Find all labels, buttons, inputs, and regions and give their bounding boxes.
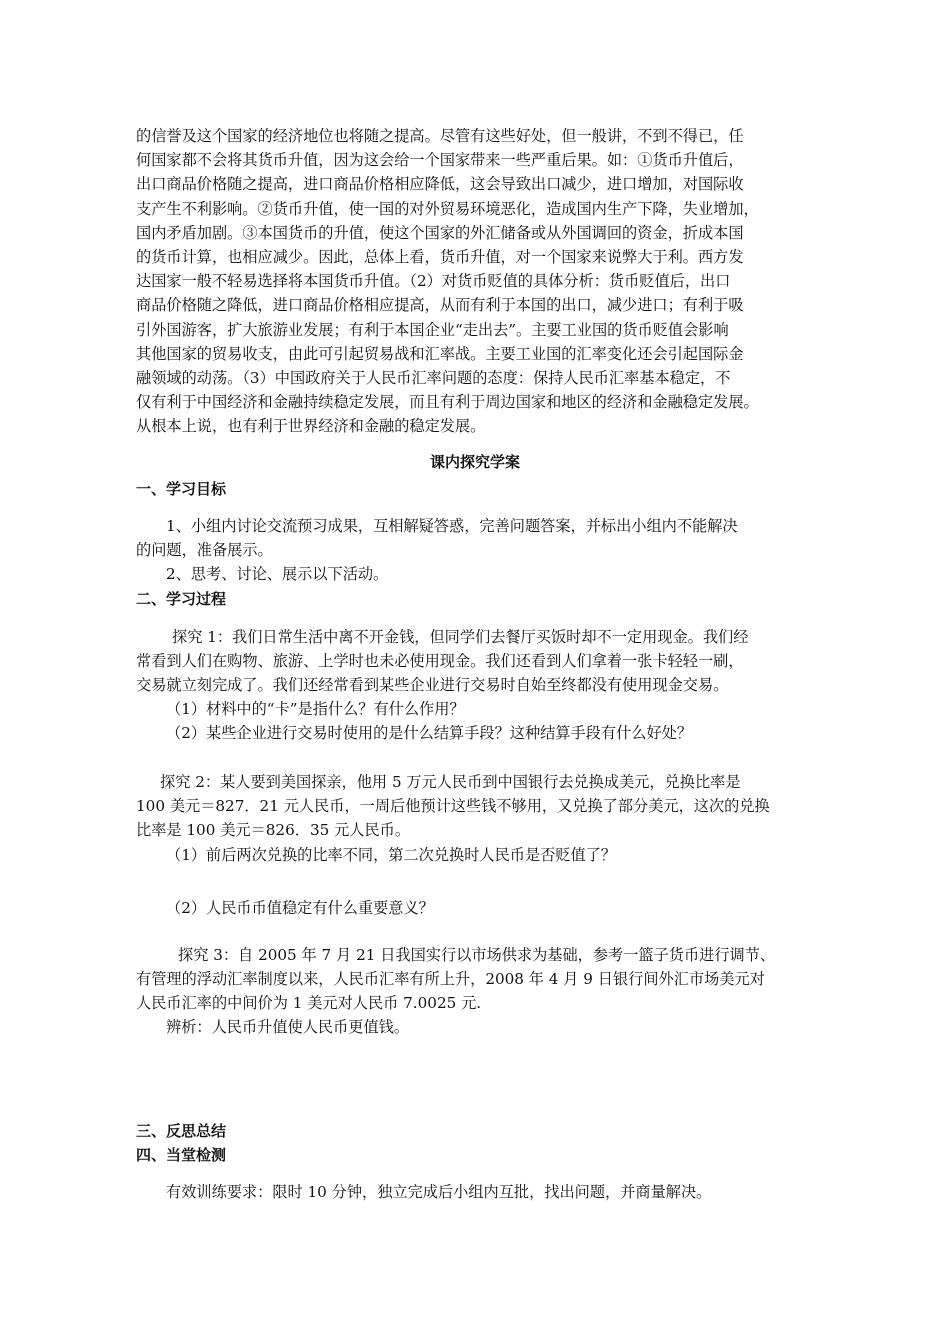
goal-item-1-cont: 的问题，准备展示。: [136, 541, 273, 559]
intro-line: 达国家一般不轻易选择将本国货币升值。（2）对货币贬值的具体分析：货币贬值后，出口: [136, 272, 731, 291]
section-heading-test: 四、当堂检测: [136, 1146, 227, 1164]
intro-line: 出口商品价格随之提高，进口商品价格相应降低，这会导致出口减少，进口增加，对国际收: [136, 175, 744, 194]
explore1-line: 常看到人们在购物、旅游、上学时也未必使用现金。我们还看到人们拿着一张卡轻轻一刷，: [136, 652, 744, 670]
intro-line: 的货币计算，也相应减少。因此，总体上看，货币升值，对一个国家来说弊大于利。西方发: [136, 248, 744, 267]
test-requirement: 有效训练要求：限时 10 分钟，独立完成后小组内互批，找出问题，并商量解决。: [166, 1183, 712, 1201]
intro-line: 其他国家的贸易收支，由此可引起贸易战和汇率战。主要工业国的汇率变化还会引起国际金: [136, 344, 744, 363]
intro-line: 商品价格随之降低，进口商品价格相应提高，从而有利于本国的出口，减少进口；有利于吸: [136, 296, 744, 315]
explore1-line: 探究 1：我们日常生活中离不开金钱，但同学们去餐厅买饭时却不一定用现金。我们经: [172, 628, 749, 646]
intro-line: 支产生不利影响。②货币升值，使一国的对外贸易环境恶化，造成国内生产下降，失业增加，: [136, 199, 759, 218]
goal-item-2: 2、思考、讨论、展示以下活动。: [166, 565, 389, 583]
explore2-question-1: （1）前后两次兑换的比率不同，第二次兑换时人民币是否贬值了？: [166, 846, 617, 864]
explore3-line: 探究 3：自 2005 年 7 月 21 日我国实行以市场供求为基础，参考一篮子货币进行调节、: [178, 946, 776, 964]
explore3-line: 有管理的浮动汇率制度以来，人民币汇率有所上升，2008 年 4 月 9 日银行间外汇市场美元对: [136, 970, 765, 988]
explore1-line: 交易就立刻完成了。我们还经常看到某些企业进行交易时自始至终都没有使用现金交易。: [136, 676, 729, 694]
explore1-question-1: （1）材料中的“卡”是指什么？有什么作用？: [166, 700, 465, 718]
goal-item-1: 1、小组内讨论交流预习成果，互相解疑答惑，完善问题答案，并标出小组内不能解决: [166, 517, 738, 535]
intro-line: 融领域的动荡。（3）中国政府关于人民币汇率问题的态度：保持人民币汇率基本稳定，不: [136, 369, 731, 388]
intro-line: 国内矛盾加剧。③本国货币的升值，使这个国家的外汇储备或从外国调回的资金，折成本国: [136, 223, 744, 242]
intro-line: 仅有利于中国经济和金融持续稳定发展，而且有利于周边国家和地区的经济和金融稳定发展。: [136, 393, 759, 412]
intro-line: 何国家都不会将其货币升值，因为这会给一个国家带来一些严重后果。如：①货币升值后，: [136, 151, 744, 170]
explore2-question-2: （2）人民币币值稳定有什么重要意义？: [166, 899, 434, 917]
intro-line: 引外国游客，扩大旅游业发展；有利于本国企业“走出去”。主要工业国的货币贬值会影响: [136, 320, 729, 339]
intro-paragraph: [136, 124, 826, 439]
intro-line: 从根本上说，也有利于世界经济和金融的稳定发展。: [136, 417, 486, 436]
explore2-line: 探究 2：某人要到美国探亲，他用 5 万元人民币到中国银行去兑换成美元，兑换比率是: [160, 773, 741, 791]
explore3-analysis: 辨析：人民币升值使人民币更值钱。: [166, 1018, 409, 1036]
explore1-question-2: （2）某些企业进行交易时使用的是什么结算手段？这种结算手段有什么好处？: [166, 724, 693, 742]
intro-line: 的信誉及这个国家的经济地位也将随之提高。尽管有这些好处，但一般讲，不到不得已，任: [136, 127, 744, 145]
section-heading-goals: 一、学习目标: [136, 480, 227, 498]
explore3-line: 人民币汇率的中间价为 1 美元对人民币 7.0025 元.: [136, 994, 482, 1012]
explore2-line: 100 美元＝827．21 元人民币，一周后他预计这些钱不够用，又兑换了部分美元，这次的兑换: [136, 797, 770, 815]
section-heading-reflection: 三、反思总结: [136, 1122, 227, 1140]
explore2-line: 比率是 100 美元＝826．35 元人民币。: [136, 821, 411, 839]
section-heading-process: 二、学习过程: [136, 590, 227, 608]
page-title: 课内探究学案: [429, 453, 520, 471]
